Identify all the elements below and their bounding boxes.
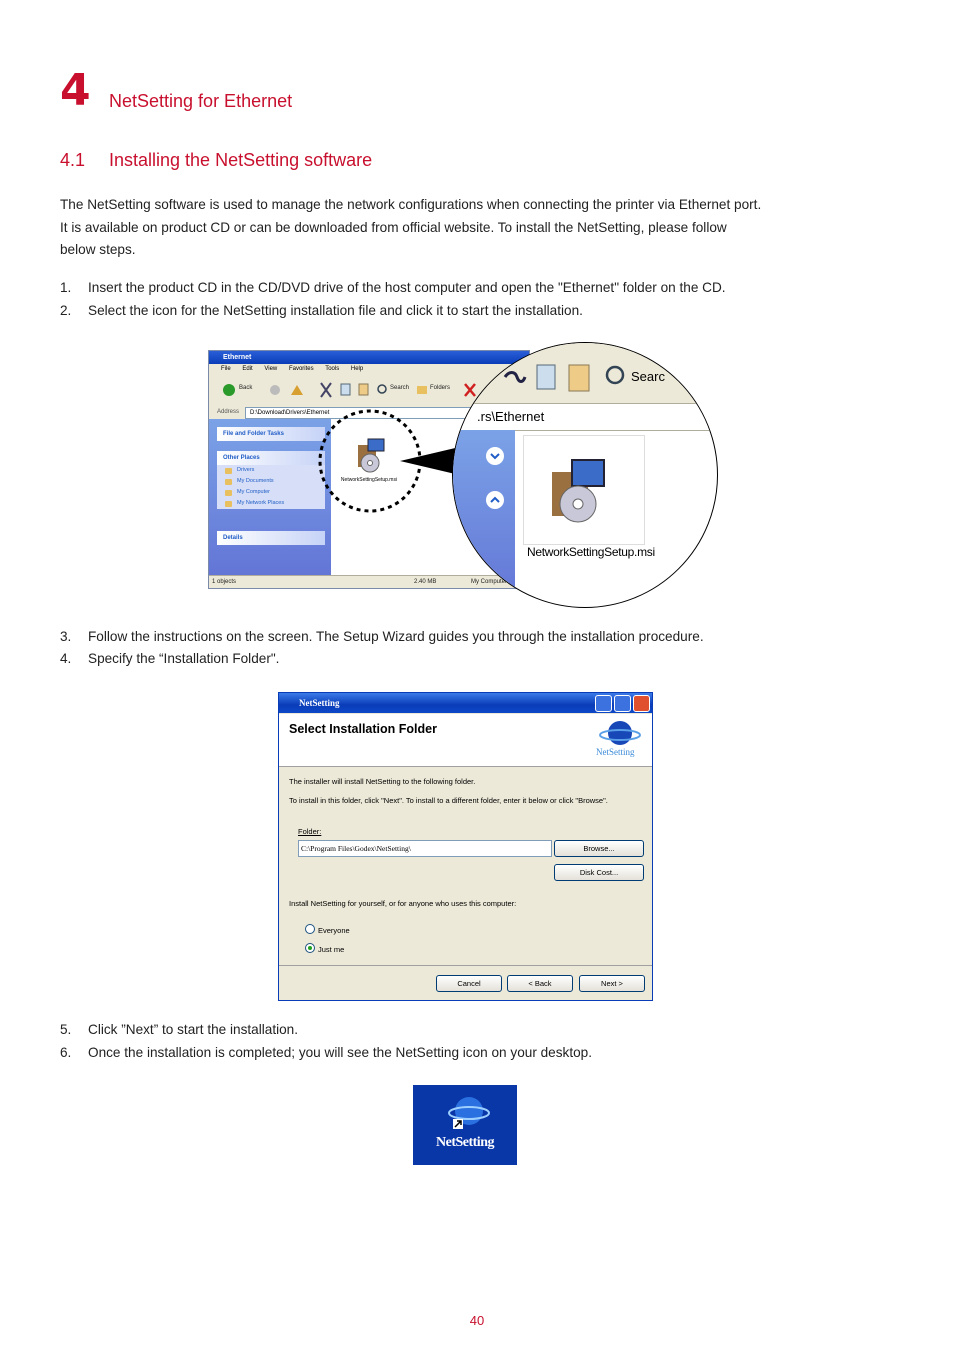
search-icon[interactable]	[378, 385, 386, 393]
cut-icon[interactable]	[321, 383, 331, 397]
close-icon[interactable]	[633, 695, 650, 712]
installer-dialog	[278, 692, 653, 1001]
address-input[interactable]: D:\Download\Drivers\Ethernet	[245, 407, 521, 419]
zoom-file-label: NetworkSettingSetup.msi	[527, 545, 655, 559]
place-item[interactable]: My Network Places	[217, 498, 325, 509]
zoom-search-label[interactable]: Searc	[631, 369, 665, 384]
section-title: Installing the NetSetting software	[109, 150, 373, 170]
cancel-button[interactable]: Cancel	[436, 975, 502, 992]
menu-item[interactable]: Edit	[242, 366, 253, 372]
maximize-icon[interactable]	[614, 695, 631, 712]
step-number: 1.	[60, 280, 72, 295]
menu-item[interactable]: View	[264, 366, 278, 372]
zoom-task-pane	[453, 430, 515, 607]
step-number: 6.	[60, 1045, 72, 1060]
step-text: Follow the instructions on the screen. The Setup Wizard guides you through the installation procedure.	[88, 629, 704, 644]
netsetting-globe-icon	[413, 1085, 517, 1135]
step-number: 5.	[60, 1022, 72, 1037]
search-label[interactable]: Search	[390, 385, 410, 391]
section-heading	[60, 150, 372, 171]
dialog-title-bar: NetSetting	[279, 693, 652, 713]
step-text: Select the icon for the NetSetting installation file and click it to start the installation.	[88, 303, 583, 318]
tasks-panel	[217, 427, 325, 441]
undo-icon[interactable]	[505, 373, 525, 382]
zoom-chevrons	[453, 430, 515, 530]
desktop-icon-label: NetSetting	[436, 1135, 494, 1150]
copy-icon[interactable]	[341, 384, 350, 395]
browse-button[interactable]: Browse...	[554, 840, 644, 857]
step-text: Insert the product CD in the CD/DVD drive of the host computer and open the "Ethernet" folder on the CD.	[88, 280, 726, 295]
step-number: 4.	[60, 651, 72, 666]
minimize-icon[interactable]	[595, 695, 612, 712]
details-panel	[217, 531, 325, 545]
step-text: Once the installation is completed; you will see the NetSetting icon on your desktop.	[88, 1045, 593, 1060]
dialog-line: The installer will install NetSetting to the following folder.	[289, 777, 476, 786]
back-icon[interactable]	[223, 384, 235, 396]
zoom-magnifier	[452, 342, 718, 608]
page-number: 40	[469, 1313, 485, 1328]
status-objects: 1 objects	[212, 579, 237, 585]
intro-line: below steps.	[60, 242, 136, 257]
intro-paragraph	[60, 194, 890, 262]
just-me-label: Just me	[318, 945, 345, 954]
places-panel-header[interactable]: Other Places	[217, 451, 325, 465]
paste-icon[interactable]	[359, 384, 368, 395]
menu-item[interactable]: Help	[350, 366, 364, 372]
place-item[interactable]: My Computer	[217, 487, 325, 498]
globe-icon	[588, 717, 644, 751]
details-panel-header[interactable]: Details	[217, 531, 325, 545]
folders-icon[interactable]	[417, 386, 427, 394]
step-number: 3.	[60, 629, 72, 644]
zoom-toolbar-icons	[453, 343, 717, 403]
installer-package-icon	[524, 436, 644, 544]
folder-input[interactable]: C:\Program Files\Godex\NetSetting\	[298, 840, 552, 857]
folder-label: Folder:	[298, 827, 322, 836]
step-number: 2.	[60, 303, 72, 318]
place-item[interactable]: My Documents	[217, 476, 325, 487]
just-me-radio[interactable]	[305, 943, 344, 956]
copy-icon[interactable]	[537, 365, 555, 389]
menu-item[interactable]: Favorites	[288, 366, 314, 372]
dialog-header	[279, 714, 652, 767]
intro-line: It is available on product CD or can be downloaded from official website. To install the NetSetting, please follow	[60, 219, 727, 235]
zoom-toolbar	[453, 343, 717, 403]
radio-checked-icon[interactable]	[305, 943, 315, 953]
section-number: 4.1	[60, 150, 86, 170]
search-icon[interactable]	[607, 367, 623, 383]
tasks-panel-header[interactable]: File and Folder Tasks	[217, 427, 325, 441]
step-text: Specify the “Installation Folder".	[88, 651, 280, 666]
chevron-down-icon[interactable]	[486, 447, 504, 465]
forward-icon[interactable]	[270, 385, 280, 395]
address-label: Address	[217, 409, 240, 415]
dialog-divider	[279, 965, 652, 966]
chevron-up-icon[interactable]	[486, 491, 504, 509]
step-text: Click ”Next” to start the installation.	[88, 1022, 299, 1037]
folders-label[interactable]: Folders	[430, 385, 451, 391]
everyone-radio[interactable]	[305, 924, 350, 937]
logo-text: NetSetting	[596, 747, 635, 757]
up-folder-icon[interactable]	[291, 385, 303, 395]
everyone-label: Everyone	[318, 926, 350, 935]
back-button[interactable]: < Back	[507, 975, 573, 992]
radio-unchecked-icon[interactable]	[305, 924, 315, 934]
explorer-task-pane	[209, 419, 331, 576]
msi-file-label: NetworkSettingSetup.msi	[340, 477, 398, 483]
places-panel	[217, 451, 325, 509]
back-label[interactable]: Back	[239, 385, 253, 391]
install-for-text: Install NetSetting for yourself, or for anyone who uses this computer:	[289, 899, 517, 908]
netsetting-logo	[588, 717, 644, 763]
dialog-heading: Select Installation Folder	[289, 722, 437, 736]
intro-line: The NetSetting software is used to manage the network configurations when connecting the printer via Ethernet port.	[60, 197, 762, 212]
next-button[interactable]: Next >	[579, 975, 645, 992]
zoom-file-tile[interactable]	[523, 435, 645, 545]
menu-item[interactable]: Tools	[325, 366, 340, 372]
menu-item[interactable]: File	[221, 366, 231, 372]
explorer-title-bar: Ethernet	[209, 351, 529, 364]
window-controls	[593, 695, 650, 711]
zoom-address: .rs\Ethernet	[453, 403, 717, 431]
status-size: 2.40 MB	[414, 579, 437, 585]
disk-cost-button[interactable]: Disk Cost...	[554, 864, 644, 881]
chapter-number: 4	[60, 65, 91, 116]
place-item[interactable]: Drivers	[217, 465, 325, 476]
desktop-shortcut[interactable]	[413, 1085, 517, 1165]
paste-icon[interactable]	[569, 365, 589, 391]
chapter-title: NetSetting for Ethernet	[109, 91, 293, 111]
dialog-line: To install in this folder, click "Next". To install to a different folder, enter it below or click "Browse".	[289, 796, 608, 805]
